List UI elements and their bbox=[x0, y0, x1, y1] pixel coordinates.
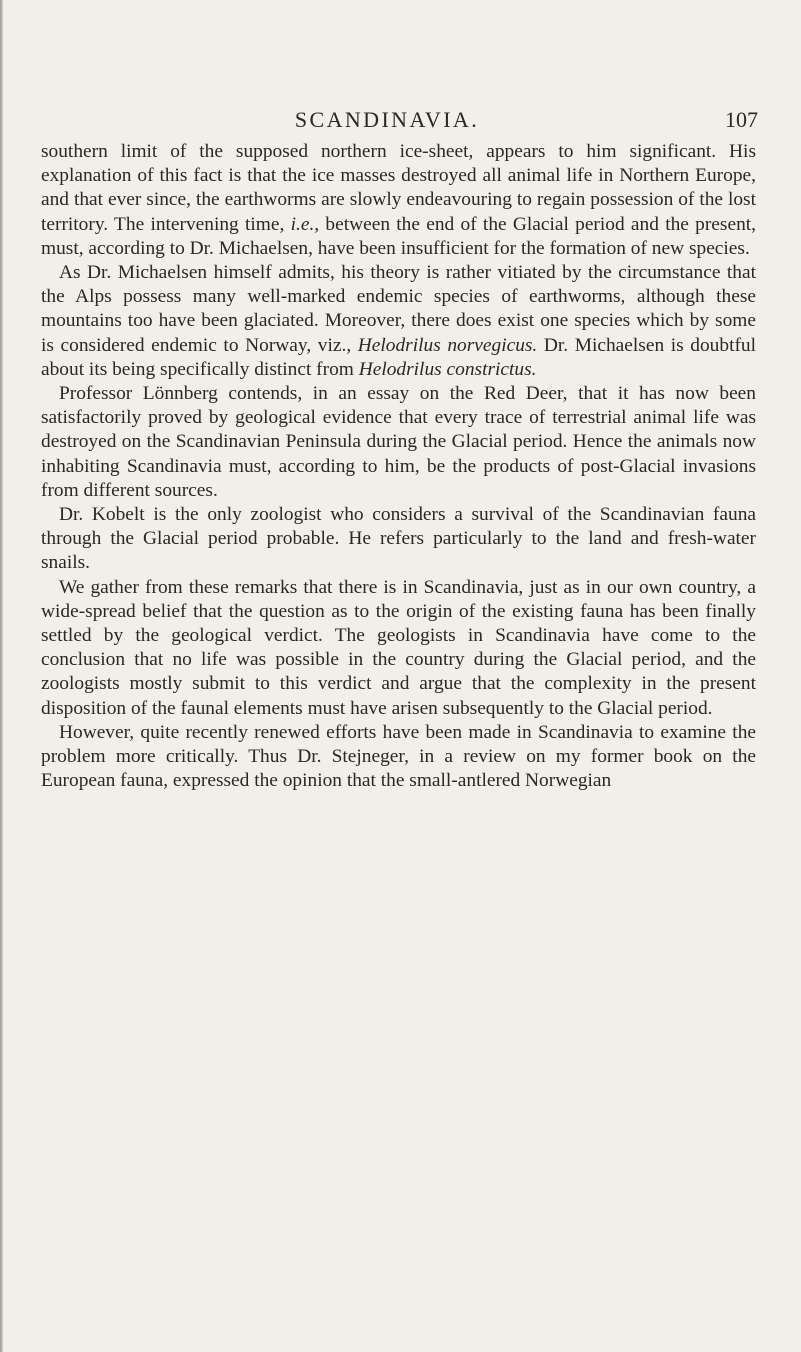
paragraph-lonnberg bbox=[41, 382, 756, 503]
text-run: Dr. Kobelt is the only zoologist who considers a survival of the Scandinavian fauna through the Glacial period probable. He refers particularly to the land and fresh-water snails. bbox=[41, 504, 756, 574]
page-number: 107 bbox=[725, 107, 758, 132]
paragraph-continued bbox=[41, 140, 756, 261]
paragraph-kobelt bbox=[41, 503, 756, 576]
paragraph-michaelsen-theory bbox=[41, 261, 756, 382]
paragraph-stejneger bbox=[41, 721, 756, 794]
paragraph-geological-verdict bbox=[41, 576, 756, 721]
italic-text: i.e., bbox=[290, 213, 320, 235]
page-binding-edge bbox=[0, 0, 3, 1352]
running-title: SCANDINAVIA. bbox=[294, 107, 480, 132]
text-run: We gather from these remarks that there is in Scandinavia, just as in our own country, a wide-spread belief that the question as to the origin of the existing fauna has been finally settled by the geological verdict. The geologists in Scandinavia have come to the conclusion that no life was possible in the country during the Glacial period, and the zoologists mostly submit to this verdict and argue that the complexity in the present disposition of the faunal elements must have arisen subsequently to the Glacial period. bbox=[41, 576, 756, 719]
text-run: As Dr. Michaelsen himself admits, his theory is rather vitiated by the circumstance that the Alps possess many well-marked endemic species of earthworms, although these mountains too have been glaciated. Moreover, there does exist one species which by some is considered endemic to Norway, viz., bbox=[41, 262, 756, 356]
italic-text: Helodrilus norvegicus. bbox=[357, 334, 538, 356]
text-run: Dr. Michaelsen is doubtful about its being specifically distinct from bbox=[41, 334, 756, 380]
text-run: Professor Lönnberg contends, in an essay on the Red Deer, that it has now been satisfactorily proved by geological evidence that every trace of terrestrial animal life was destroyed on the Scandinavian Peninsula during the Glacial period. Hence the animals now inhabiting Scandinavia must, according to him, be the products of post-Glacial invasions from different sources. bbox=[41, 383, 756, 501]
text-run: between the end of the Glacial period and the present, must, according to Dr. Michaelsen, have been insufficient for the formation of new species. bbox=[41, 213, 756, 259]
body-text bbox=[41, 140, 756, 793]
running-header bbox=[0, 104, 801, 136]
text-run: However, quite recently renewed efforts have been made in Scandinavia to examine the problem more critically. Thus Dr. Stejneger, in a review on my former book on the European fauna, expressed the opinion that the small-antlered Norwegian bbox=[41, 721, 756, 792]
text-run: southern limit of the supposed northern ice-sheet, appears to him significant. His explanation of this fact is that the ice masses destroyed all animal life in Northern Europe, and that ever since, the earthworms are slowly endeavouring to regain possession of the lost territory. The intervening time, bbox=[41, 141, 756, 235]
italic-text: Helodrilus constrictus. bbox=[358, 358, 537, 380]
